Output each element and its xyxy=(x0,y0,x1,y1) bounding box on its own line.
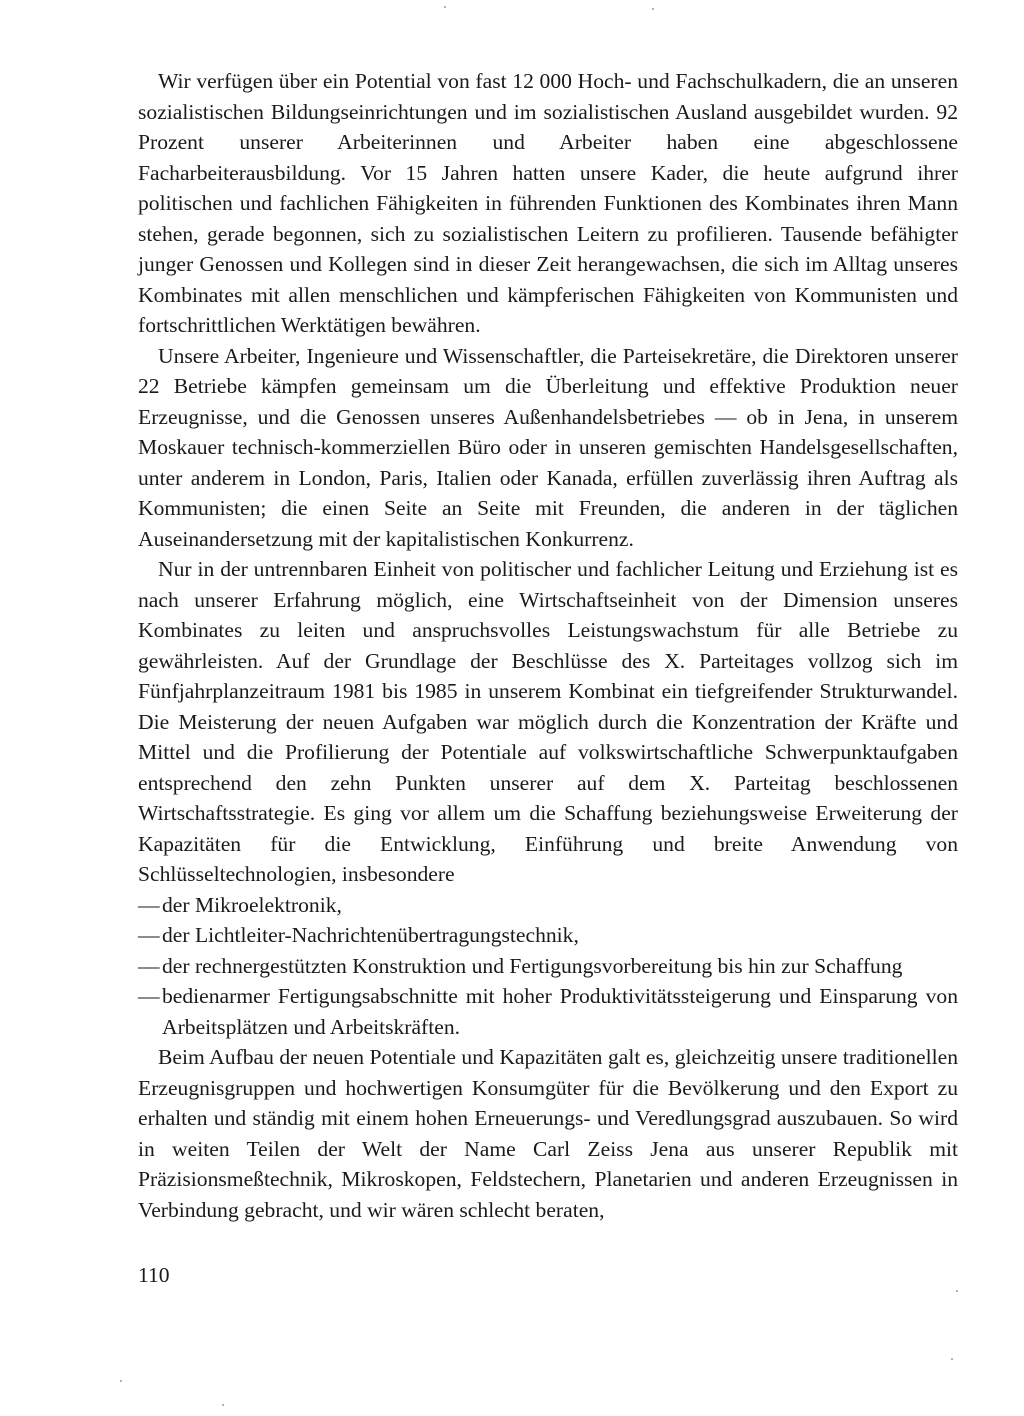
scan-speck xyxy=(652,8,654,10)
paragraph-3: Nur in der untrennbaren Einheit von politischer und fachlicher Leitung und Erziehung ist es nach unserer Erfahrung möglich, eine Wirtschaftseinheit von der Dimension unseres Kombinates zu leiten und anspruchsvolles Leistungswachstum für alle Betriebe zu gewährleisten. Auf der Grundlage der Beschlüsse des X. Parteitages vollzog sich im Fünfjahrplanzeitraum 1981 bis 1985 in unserem Kombinat ein tiefgreifender Strukturwandel. Die Meisterung der neuen Aufgaben war möglich durch die Konzentration der Kräfte und Mittel und die Profilierung der Potentiale auf volkswirtschaftliche Schwerpunktaufgaben entsprechend den zehn Punkten unserer auf dem X. Parteitag beschlossenen Wirtschaftsstrategie. Es ging vor allem um die Schaffung beziehungsweise Erweiterung der Kapazitäten für die Entwicklung, Einführung und breite Anwendung von Schlüsseltechnologien, insbesondere xyxy=(138,557,958,886)
scan-speck xyxy=(222,1404,224,1406)
paragraph-1: Wir verfügen über ein Potential von fast 12 000 Hoch- und Fachschulkadern, die an unseren sozialistischen Bildungseinrichtungen und im sozialistischen Ausland ausgebildet wurden. 92 Prozent unserer Arbeiterinnen und Arbeiter haben eine abgeschlossene Facharbeiterausbildung. Vor 15 Jahren hatten unsere Kader, die heute aufgrund ihrer politischen und fachlichen Fähigkeiten in führenden Funktionen des Kombinates ihren Mann stehen, gerade begonnen, sich zu sozialistischen Leitern zu profilieren. Tausende befähigter junger Genossen und Kollegen sind in dieser Zeit herangewachsen, die sich im Alltag unseres Kombinates mit allen menschlichen und kämpferischen Fähigkeiten von Kommunisten und fortschrittlichen Werktätigen bewähren. xyxy=(138,69,958,337)
paragraph-4: Beim Aufbau der neuen Potentiale und Kapazitäten galt es, gleichzeitig unsere traditionellen Erzeugnisgruppen und hochwertigen Konsumgüter für die Bevölkerung und den Export zu erhalten und ständig mit einem hohen Erneuerungs- und Veredlungsgrad auszubauen. So wird in weiten Teilen der Welt der Name Carl Zeiss Jena aus unserer Republik mit Präzisionsmeßtechnik, Mikroskopen, Feldstechern, Planetarien und anderen Erzeugnissen in Verbindung gebracht, und wir wären schlecht beraten, xyxy=(138,1045,958,1222)
dash-bullet: — xyxy=(138,984,160,1008)
list-item-text: der Lichtleiter-Nachrichtenübertragungstechnik, xyxy=(162,923,579,947)
dash-bullet: — xyxy=(138,953,160,978)
list-item xyxy=(138,890,958,921)
list-item xyxy=(138,951,958,982)
scan-speck xyxy=(120,1380,122,1382)
technology-list xyxy=(138,890,958,1043)
list-item xyxy=(138,981,958,1042)
dash-bullet: — xyxy=(138,892,160,917)
list-item-text: der Mikroelektronik, xyxy=(162,892,342,917)
list-item-text: der rechnergestützten Konstruktion und Fertigungsvorbereitung bis hin zur Schaffung xyxy=(162,953,903,978)
scan-speck xyxy=(444,6,446,8)
page-number: 110 xyxy=(138,1263,170,1287)
page-body xyxy=(138,66,958,1225)
list-item xyxy=(138,920,958,951)
paragraph-2: Unsere Arbeiter, Ingenieure und Wissenschaftler, die Parteisekretäre, die Direktoren unserer 22 Betriebe kämpfen gemeinsam um die Überleitung und effektive Produktion neuer Erzeugnisse, und die Genossen unseres Außenhandelsbetriebes — ob in Jena, in unserem Moskauer technisch-kommerziellen Büro oder in unseren gemischten Handelsgesellschaften, unter anderem in London, Paris, Italien oder Kanada, erfüllen zuverlässig ihren Auftrag als Kommunisten; die einen Seite an Seite mit Freunden, die anderen in der täglichen Auseinandersetzung mit der kapitalistischen Konkurrenz. xyxy=(138,343,958,551)
scan-speck xyxy=(951,1358,953,1360)
dash-bullet: — xyxy=(138,923,160,947)
list-item-text: bedienarmer Fertigungsabschnitte mit hoher Produktivitätssteigerung und Einsparung von Arbeitsplätzen und Arbeitskräften. xyxy=(162,984,958,1039)
scan-speck xyxy=(956,1290,958,1292)
